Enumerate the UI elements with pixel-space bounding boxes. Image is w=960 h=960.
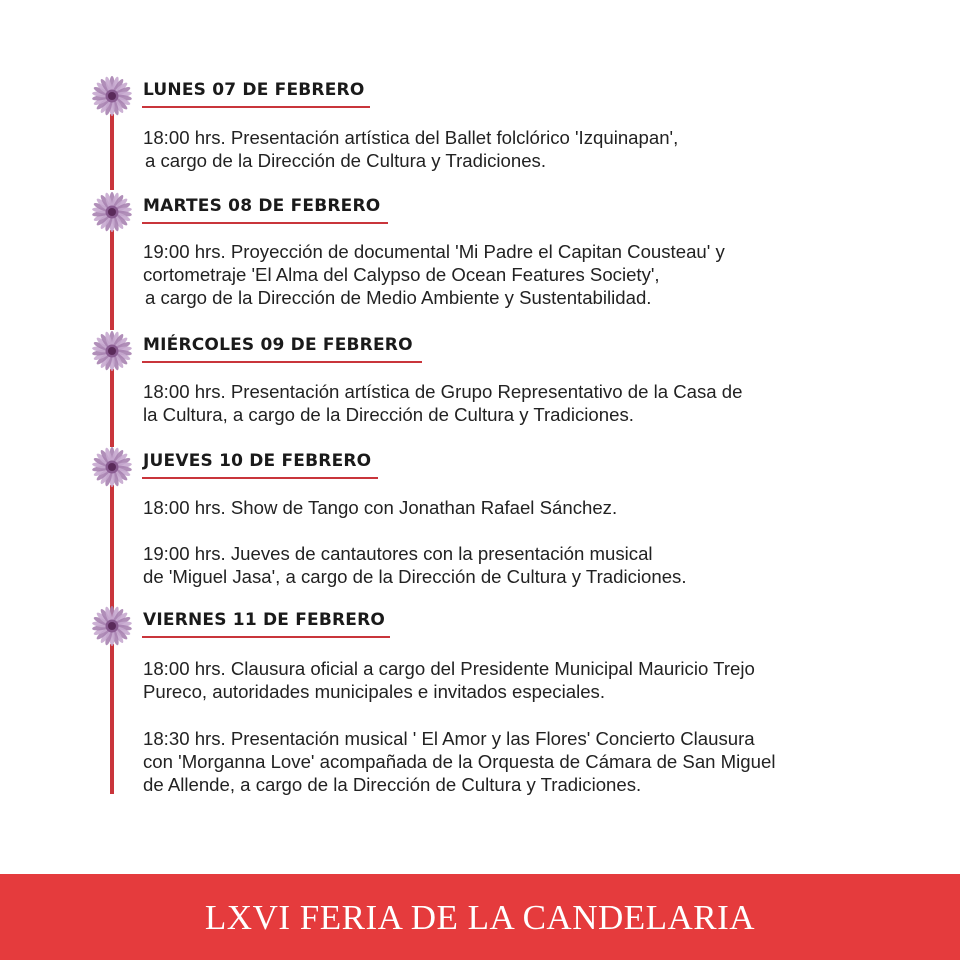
event-text: 18:00 hrs. Clausura oficial a cargo del Presidente Municipal Mauricio Trejo Pureco, autoridades municipales e invitados especiales.: [143, 658, 755, 702]
flower-icon: [90, 74, 134, 118]
flower-icon: [90, 604, 134, 648]
timeline-line: [110, 369, 114, 447]
timeline-line: [110, 644, 114, 794]
title-underline: [142, 361, 422, 363]
event-text: 18:30 hrs. Presentación musical ' El Amor y las Flores' Concierto Clausura con 'Morganna Love' acompañada de la Orquesta de Cámara de San Miguel de Allende, a cargo de la Dirección de Cultura y Tradiciones.: [143, 728, 776, 795]
event-text: 18:00 hrs. Show de Tango con Jonathan Rafael Sánchez.: [143, 497, 618, 518]
flower-icon: [90, 329, 134, 373]
title-underline: [142, 106, 370, 108]
title-underline: [142, 477, 378, 479]
event-text: 19:00 hrs. Jueves de cantautores con la presentación musical de 'Miguel Jasa', a cargo de la Dirección de Cultura y Tradiciones.: [143, 543, 687, 587]
day-title: VIERNES 11 DE FEBRERO: [143, 610, 386, 630]
day-title: MARTES 08 DE FEBRERO: [143, 196, 381, 216]
footer-banner: [0, 874, 960, 960]
day-title: JUEVES 10 DE FEBRERO: [143, 451, 372, 471]
event-text: 18:00 hrs. Presentación artística del Ballet folclórico 'Izquinapan', a cargo de la Dirección de Cultura y Tradiciones.: [143, 127, 679, 171]
title-underline: [142, 222, 388, 224]
day-title: MIÉRCOLES 09 DE FEBRERO: [143, 335, 413, 355]
event-text: 19:00 hrs. Proyección de documental 'Mi Padre el Capitan Cousteau' y cortometraje 'El Alma del Calypso de Ocean Features Society', a cargo de la Dirección de Medio Ambiente y Sustentabilidad.: [143, 241, 725, 308]
footer-title: LXVI FERIA DE LA CANDELARIA: [204, 898, 756, 937]
timeline-line: [110, 114, 114, 190]
flower-icon: [90, 190, 134, 234]
day-title: LUNES 07 DE FEBRERO: [143, 80, 365, 100]
flower-icon: [90, 445, 134, 489]
timeline-line: [110, 230, 114, 330]
event-text: 18:00 hrs. Presentación artística de Grupo Representativo de la Casa de la Cultura, a cargo de la Dirección de Cultura y Tradiciones.: [143, 381, 743, 425]
title-underline: [142, 636, 390, 638]
